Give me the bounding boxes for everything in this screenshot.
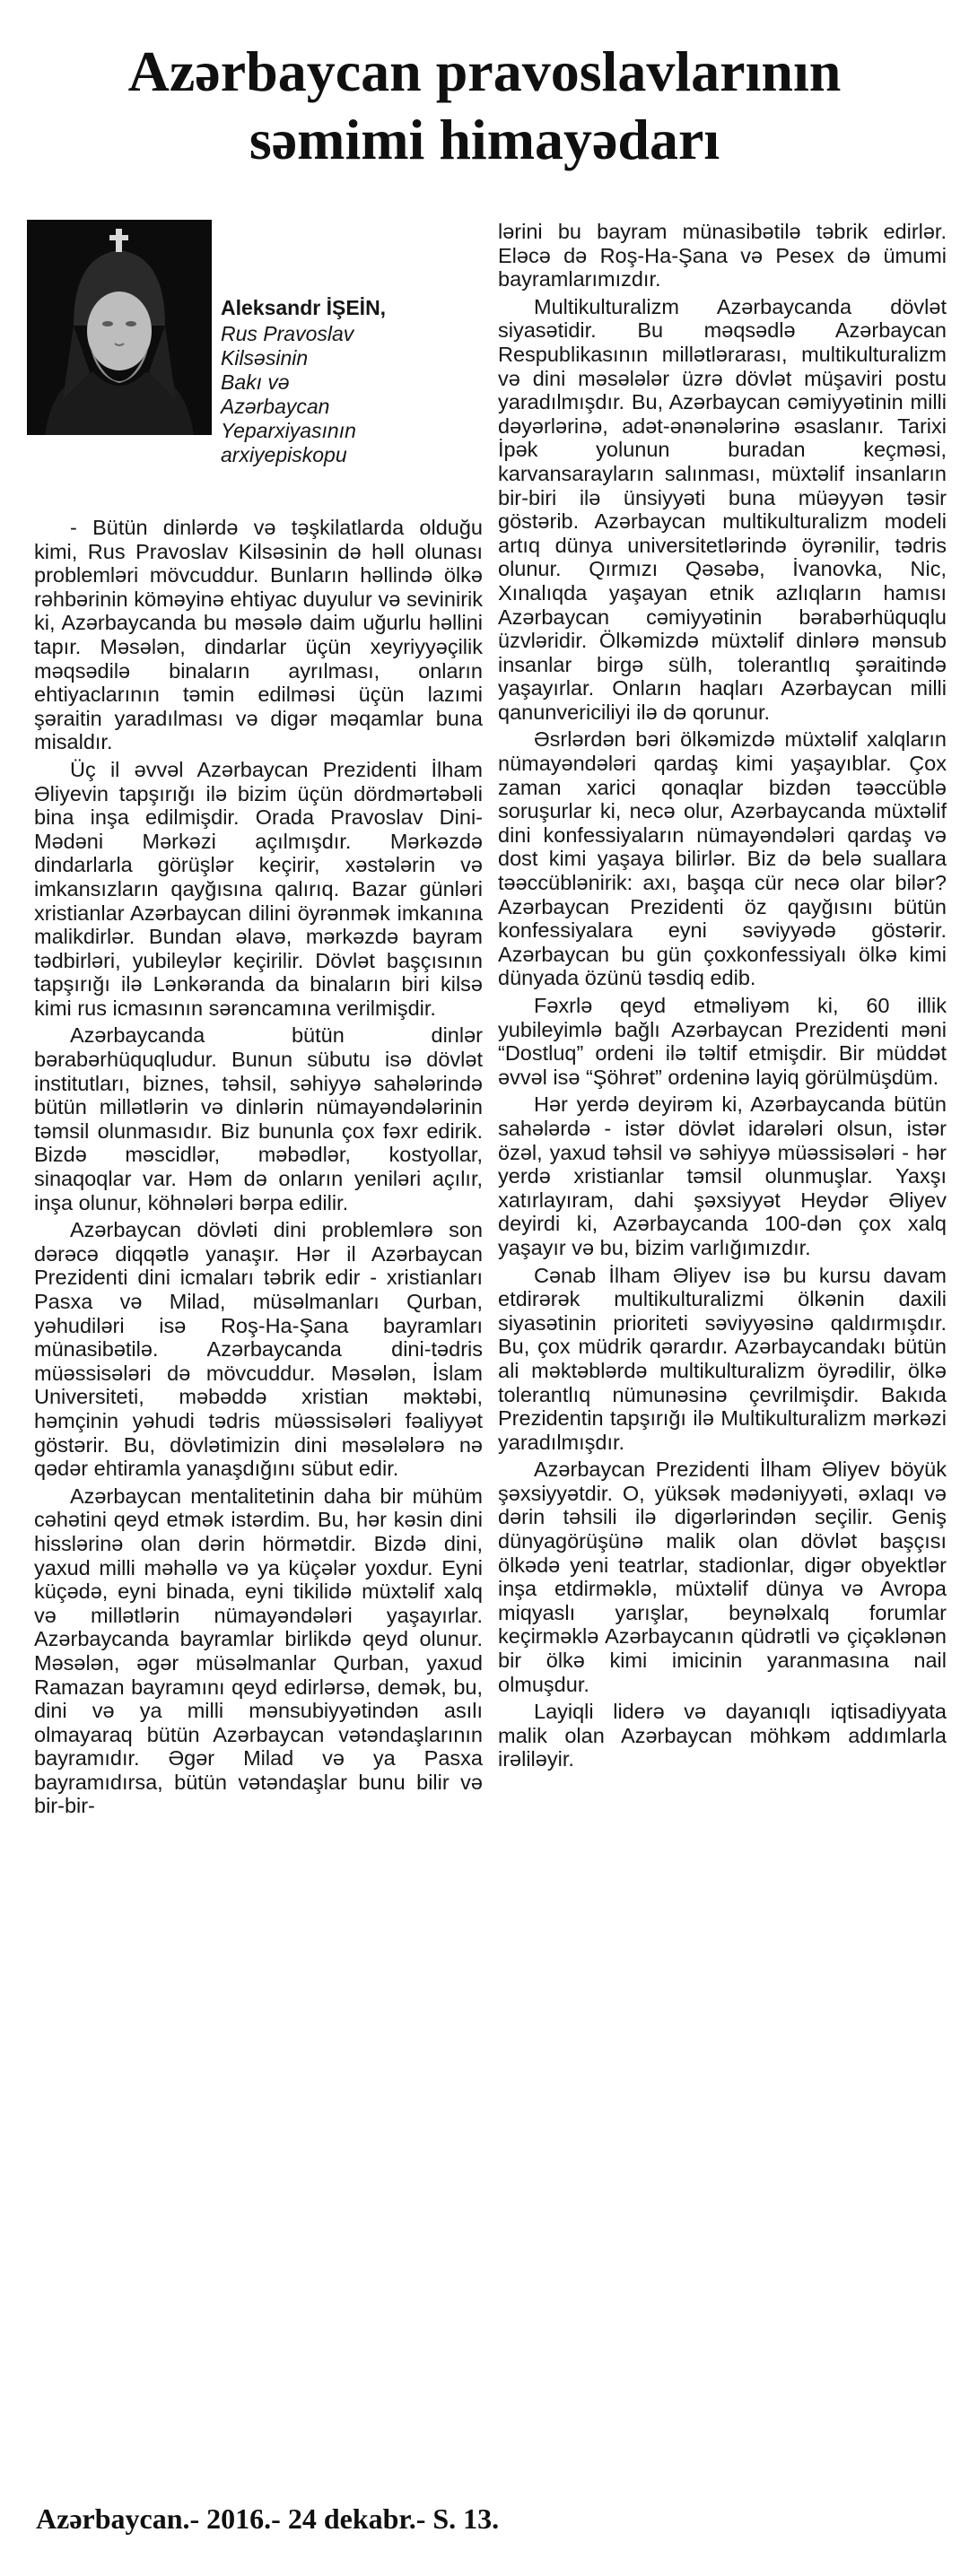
- paragraph: Hər yerdə deyirəm ki, Azərbaycanda bütün sahələrdə - istər dövlət idarələri olsun, istər özəl, yaxud təhsil və səhiyyə müəssisələri - hər yerdə xristianlar təmsil olunmuşlar. Yaxşı xatırlayıram, dahi şəxsiyyət Heydər Əliyev deyirdi ki, Azərbaycanda 100-dən çox xalq yaşayır və bu, bizim varlığımızdır.: [498, 1092, 947, 1259]
- paragraph: Azərbaycan Prezidenti İlham Əliyev böyük şəxsiyyətdir. O, yüksək mədəniyyəti, əxlaqı və dərin təhsili ilə digərlərindən seçilir. Geniş dünyagörüşünə malik olan dövlət başçısı ölkədə yeni teatrlar, stadionlar, digər obyektlər inşa etdirməklə, müxtəlif dünya və Avropa miqyaslı yarışlar, beynəlxalq forumlar keçirməklə Azərbaycanın qüdrətli və çiçəklənən bir ölkə kimi imicinin yaranmasına nail olmuşdur.: [498, 1458, 947, 1696]
- author-title-line: Yeparxiyasının: [221, 419, 356, 442]
- paragraph: Cənab İlham Əliyev isə bu kursu davam etdirərək multikulturalizmi ölkənin daxili siyasətinin prioriteti səviyyəsinə qaldırmışdır. Bu, çox müdrik qərardır. Azərbaycandakı bütün ali məktəblərdə multikulturalizm öyrədilir, ölkə tolerantlıq nümunəsinə çevrilmişdir. Bakıda Prezidentin tapşırığı ilə Multikulturalizm mərkəzi yaradılmışdır.: [498, 1263, 947, 1454]
- author-title-line: Kilsəsinin: [221, 346, 309, 370]
- paragraph: - Bütün dinlərdə və təşkilatlarda olduğu kimi, Rus Pravoslav Kilsəsinin də həll olunası problemləri mövcuddur. Bunların həllində ölkə rəhbərinin köməyinə ehtiyac duyulur və sevinirik ki, Azərbaycanda bu məsələ daim uğurlu həllini tapır. Məsələn, dindarlar üçün xeyriyyəçilik məqsədilə binaların ayrılması, onların ehtiyaclarının təmin edilməsi üçün lazımi şəraitin yaradılması və digər məqamlar buna misaldır.: [34, 516, 483, 754]
- author-title-line: arxiyepiskopu: [221, 443, 347, 466]
- paragraph: Azərbaycan mentalitetinin daha bir mühüm cəhətini qeyd etmək istərdim. Bu, hər kəsin dini hisslərinə olan dərin hörmətdir. Bizdə dini, yaxud milli məhəllə və ya küçələr yoxdur. Eyni küçədə, eyni binada, eyni tikilidə müxtəlif xalq və millətlərin nümayəndələri yaşayırlar. Azərbaycanda bayramlar birlikdə qeyd olunur. Məsələn, əgər müsəlmanlar Qurban, yaxud Ramazan bayramını qeyd edirlərsə, demək, bu, dini və ya milli mənsubiyyətindən asılı olmayaraq bütün Azərbaycan vətəndaşlarının bayramıdır. Əgər Milad və ya Pasxa bayramıdırsa, bütün vətəndaşlar bunu bilir və bir-bir-: [34, 1484, 483, 1818]
- author-title-line: Azərbaycan: [221, 395, 330, 418]
- paragraph: Layiqli liderə və dayanıqlı iqtisadiyyata malik olan Azərbaycan möhkəm addımlarla irəliləyir.: [498, 1700, 947, 1771]
- article-column-right: [498, 220, 947, 1775]
- source-citation: Azərbaycan.- 2016.- 24 dekabr.- S. 13.: [36, 2502, 500, 2535]
- paragraph: Multikulturalizm Azərbaycanda dövlət siyasətidir. Bu məqsədlə Azərbaycan Respublikasının millətlərarası, multikulturalizm və dini məsələlər üzrə dövlət müşaviri postu yaradılmışdır. Bu, Azərbaycan cəmiyyətinin milli dəyərlərinə, adət-ənənələrinə əsaslanır. Tarixi İpək yolunun buradan keçməsi, karvansarayların salınması, müxtəlif insanların bir-biri ilə ünsiyyəti buna müəyyən təsir göstərib. Azərbaycan multikulturalizm modeli artıq dünya universitetlərində öyrənilir, tədris olunur. Qırmızı Qəsəbə, İvanovka, Nic, Xınalıqda yaşayan etnik azlıqların hamısı Azərbaycan cəmiyyətinin bərabərhüquqlu üzvləridir. Ölkəmizdə müxtəlif dinlərə mənsub insanlar birgə sülh, tolerantlıq şəraitində yaşayırlar. Onların haqları Azərbaycan milli qanunvericiliyi ilə də qorunur.: [498, 294, 947, 724]
- headline-line-2: səmimi himayədarı: [249, 108, 720, 171]
- author-title-line: Rus Pravoslav: [221, 322, 354, 345]
- paragraph: Fəxrlə qeyd etməliyəm ki, 60 illik yubileyimlə bağlı Azərbaycan Prezidenti məni “Dostluq” ordeni ilə təltif etmişdir. Bir müddət əvvəl isə “Şöhrət” ordeninə layiq görülmüşdüm.: [498, 994, 947, 1089]
- author-title: [221, 322, 472, 467]
- headline-line-1: Azərbaycan pravoslavlarının: [127, 39, 842, 103]
- portrait-figure-icon: [27, 220, 212, 435]
- paragraph: Əsrlərdən bəri ölkəmizdə müxtəlif xalqların nümayəndələri qardaş kimi yaşayıblar. Çox zaman xarici qonaqlar bizdən təəccüblə soruşurlar ki, necə olur, Azərbaycanda müxtəlif dini konfessiyaların nümayəndələri qardaş və dost kimi yaşaya bilirlər. Biz də belə suallara təəccüblənirik: axı, başqa cür necə olar bilər? Azərbaycan Prezidenti öz qayğısını bütün konfessiyalara eyni səviyyədə göstərir. Azərbaycan bu gün çoxkonfessiyalı ölkə kimi dünyada özünü təsdiq edib.: [498, 727, 947, 990]
- paragraph: Azərbaycan dövləti dini problemlərə son dərəcə diqqətlə yanaşır. Hər il Azərbaycan Prezidenti dini icmaları təbrik edir - xristianları Pasxa və Milad, müsəlmanları Qurban, yəhudiləri isə Roş-Ha-Şana bayramları münasibətilə. Azərbaycanda dini-tədris müəssisələri də mövcuddur. Məsələn, İslam Universiteti, məbəddə xristian məktəbi, həmçinin yəhudi tədris müəssisələri fəaliyyət göstərir. Bu, dövlətimizin dini məsələlərə nə qədər ehtiramla yanaşdığını sübut edir.: [34, 1218, 483, 1481]
- article-column-left: [34, 516, 483, 1822]
- article-headline: [36, 38, 933, 174]
- author-title-line: Bakı və: [221, 370, 290, 394]
- author-portrait-photo: [27, 220, 212, 435]
- author-byline: [221, 296, 472, 467]
- paragraph-continued: lərini bu bayram münasibətilə təbrik edirlər. Eləcə də Roş-Ha-Şana və Pesex də ümumi bayramlarımızdır.: [498, 220, 947, 292]
- paragraph: Üç il əvvəl Azərbaycan Prezidenti İlham Əliyevin tapşırığı ilə bizim üçün dördmərtəbəli bina inşa edilmişdir. Orada Pravoslav Dini-Mədəni Mərkəzi açılmışdır. Mərkəzdə dindarlarla görüşlər keçirir, xəstələrin və imkansızların qayğısına qalırıq. Bazar günləri xristianlar Azərbaycan dilini öyrənmək imkanına malikdirlər. Bundan əlavə, mərkəzdə bayram tədbirləri, yubileylər keçirilir. Dövlət başçısının tapşırığı ilə Lənkəranda da binaların biri kilsə kimi rus icmasının sərəncamına verilmişdir.: [34, 757, 483, 1020]
- paragraph: Azərbaycanda bütün dinlər bərabərhüquqludur. Bunun sübutu isə dövlət institutları, biznes, təhsil, səhiyyə sahələrində bütün millətlərin və dinlərin nümayəndələrinin təmsil olunmasıdır. Biz bununla çox fəxr edirik. Bizdə məscidlər, məbədlər, kostyollar, sinaqoqlar var. Həm də onların yeniləri açılır, inşa olunur, köhnələri bərpa edilir.: [34, 1023, 483, 1214]
- author-name: Aleksandr İŞEİN,: [221, 296, 387, 319]
